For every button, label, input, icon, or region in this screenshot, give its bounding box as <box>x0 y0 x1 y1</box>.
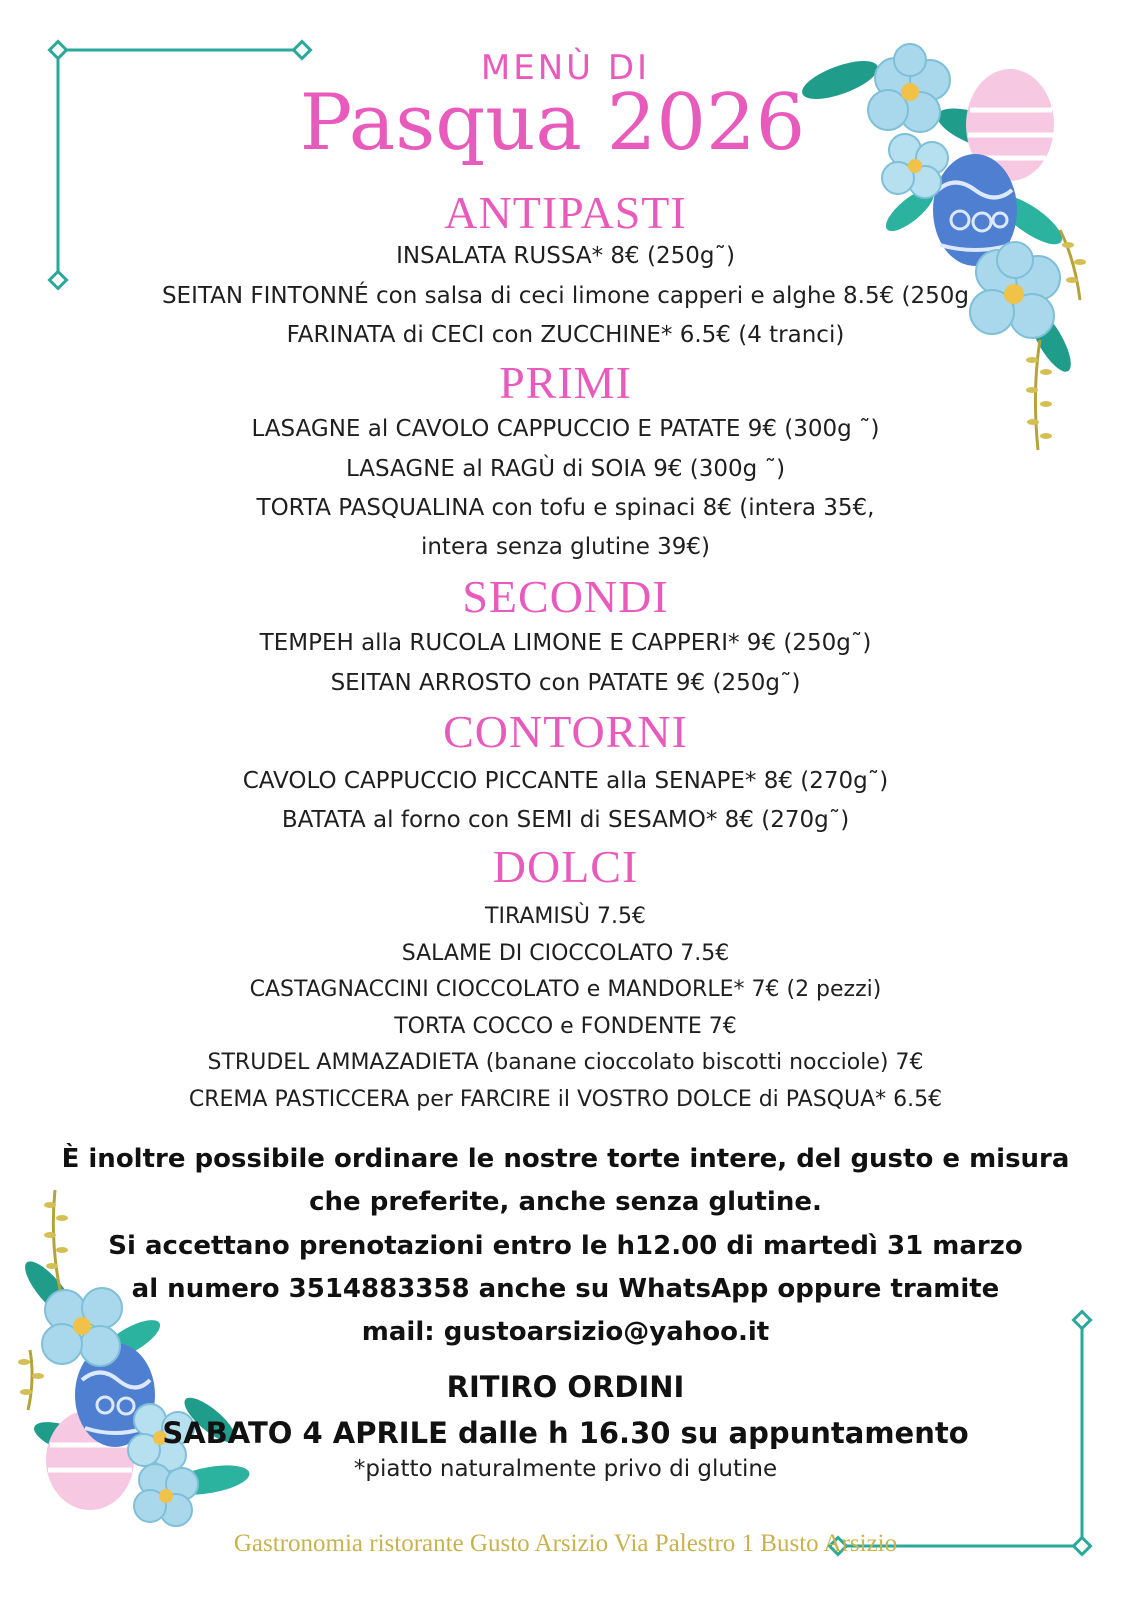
info-line: Si accettano prenotazioni entro le h12.00 di martedì 31 marzo <box>108 1231 1023 1261</box>
menu-item: CREMA PASTICCERA per FARCIRE il VOSTRO DOLCE di PASQUA* 6.5€ <box>188 1087 943 1112</box>
menu-item: LASAGNE al CAVOLO CAPPUCCIO E PATATE 9€ (300g ˜) <box>251 416 880 442</box>
menu-item: TEMPEH alla RUCOLA LIMONE E CAPPERI* 9€ (250g˜) <box>259 630 872 656</box>
section-heading-dolci: DOLCI <box>492 841 639 892</box>
menu-title: Pasqua 2026 <box>299 78 806 168</box>
info-line: che preferite, anche senza glutine. <box>309 1187 822 1217</box>
gluten-note: *piatto naturalmente privo di glutine <box>353 1456 778 1482</box>
info-line: È inoltre possibile ordinare le nostre torte intere, del gusto e misura <box>61 1144 1070 1174</box>
menu-item: TORTA PASQUALINA con tofu e spinaci 8€ (intera 35€, <box>256 495 875 521</box>
menu-item: LASAGNE al RAGÙ di SOIA 9€ (300g ˜) <box>345 456 786 482</box>
pickup-detail: SABATO 4 APRILE dalle h 16.30 su appuntamento <box>162 1416 969 1450</box>
menu-item: CASTAGNACCINI CIOCCOLATO e MANDORLE* 7€ (2 pezzi) <box>249 977 882 1002</box>
menu-item: STRUDEL AMMAZADIETA (banane cioccolato biscotti nocciole) 7€ <box>207 1050 924 1075</box>
menu-item: SEITAN ARROSTO con PATATE 9€ (250g˜) <box>330 670 801 696</box>
menu-item: BATATA al forno con SEMI di SESAMO* 8€ (270g˜) <box>281 807 850 833</box>
info-line: al numero 3514883358 anche su WhatsApp oppure tramite <box>131 1274 1000 1304</box>
pickup-title: RITIRO ORDINI <box>446 1370 685 1404</box>
menu-item: TIRAMISÙ 7.5€ <box>485 904 646 929</box>
menu-item: intera senza glutine 39€) <box>420 534 711 560</box>
footer-address: Gastronomia ristorante Gusto Arsizio Via Palestro 1 Busto Arsizio <box>233 1530 898 1557</box>
menu-item: INSALATA RUSSA* 8€ (250g˜) <box>396 243 735 269</box>
menu-item: TORTA COCCO e FONDENTE 7€ <box>394 1014 737 1039</box>
section-heading-antipasti: ANTIPASTI <box>444 187 687 238</box>
menu-subtitle: MENÙ DI <box>480 48 651 88</box>
section-heading-primi: PRIMI <box>499 357 632 408</box>
menu-item: SEITAN FINTONNÉ con salsa di ceci limone capperi e alghe 8.5€ (250g <box>161 283 970 309</box>
menu-item: FARINATA di CECI con ZUCCHINE* 6.5€ (4 tranci) <box>286 322 845 348</box>
contact-email: mail: gustoarsizio@yahoo.it <box>361 1317 770 1347</box>
section-heading-contorni: CONTORNI <box>443 706 688 757</box>
menu-item: CAVOLO CAPPUCCIO PICCANTE alla SENAPE* 8€ (270g˜) <box>242 768 889 794</box>
section-heading-secondi: SECONDI <box>462 571 669 622</box>
menu-item: SALAME DI CIOCCOLATO 7.5€ <box>401 941 730 966</box>
